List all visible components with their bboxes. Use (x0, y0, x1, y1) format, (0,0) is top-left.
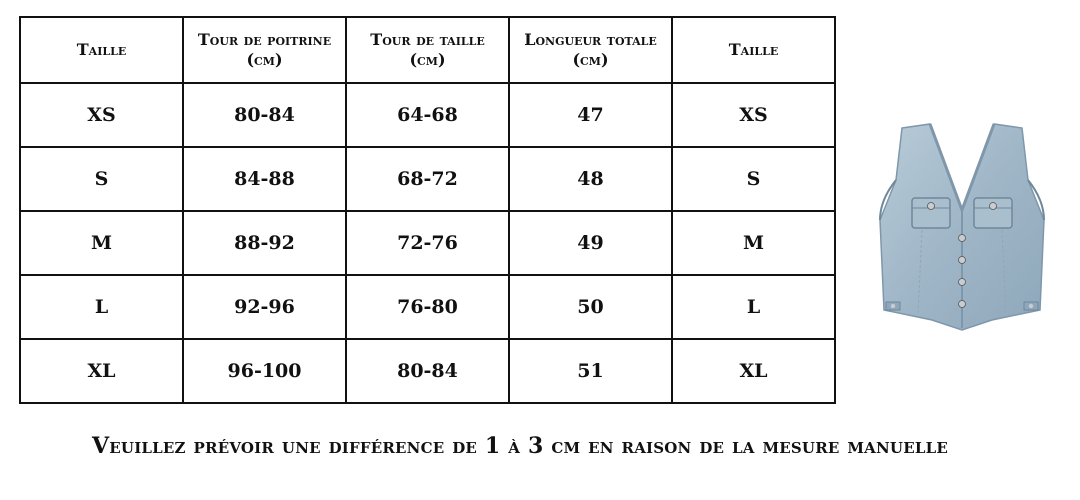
cell-waist: 64-68 (346, 83, 509, 147)
denim-vest-image (872, 120, 1052, 335)
cell-chest: 84-88 (183, 147, 346, 211)
cell-length: 51 (509, 339, 672, 403)
cell-chest: 92-96 (183, 275, 346, 339)
header-waist: Tour de taille (cm) (346, 17, 509, 83)
size-chart-body (20, 83, 835, 403)
cell-size: XS (20, 83, 183, 147)
cell-chest: 96-100 (183, 339, 346, 403)
cell-length: 50 (509, 275, 672, 339)
cell-waist: 68-72 (346, 147, 509, 211)
cell-size-repeat: XL (672, 339, 835, 403)
cell-length: 48 (509, 147, 672, 211)
cell-size-repeat: XS (672, 83, 835, 147)
cell-chest: 88-92 (183, 211, 346, 275)
table-row (20, 275, 835, 339)
cell-length: 47 (509, 83, 672, 147)
measurement-note: Veuillez prévoir une différence de 1 à 3 cm en raison de la mesure manuelle (92, 433, 948, 459)
cell-size: L (20, 275, 183, 339)
cell-waist: 80-84 (346, 339, 509, 403)
cell-size: S (20, 147, 183, 211)
table-row (20, 211, 835, 275)
cell-waist: 76-80 (346, 275, 509, 339)
size-chart-table (19, 16, 836, 404)
cell-size-repeat: M (672, 211, 835, 275)
cell-chest: 80-84 (183, 83, 346, 147)
header-chest: Tour de poitrine (cm) (183, 17, 346, 83)
cell-length: 49 (509, 211, 672, 275)
header-length: Longueur totale (cm) (509, 17, 672, 83)
size-chart-header (20, 17, 835, 83)
header-size-repeat: Taille (672, 17, 835, 83)
table-row (20, 83, 835, 147)
table-row (20, 339, 835, 403)
header-size: Taille (20, 17, 183, 83)
cell-waist: 72-76 (346, 211, 509, 275)
header-row (20, 17, 835, 83)
cell-size: M (20, 211, 183, 275)
cell-size-repeat: L (672, 275, 835, 339)
cell-size: XL (20, 339, 183, 403)
table-row (20, 147, 835, 211)
cell-size-repeat: S (672, 147, 835, 211)
